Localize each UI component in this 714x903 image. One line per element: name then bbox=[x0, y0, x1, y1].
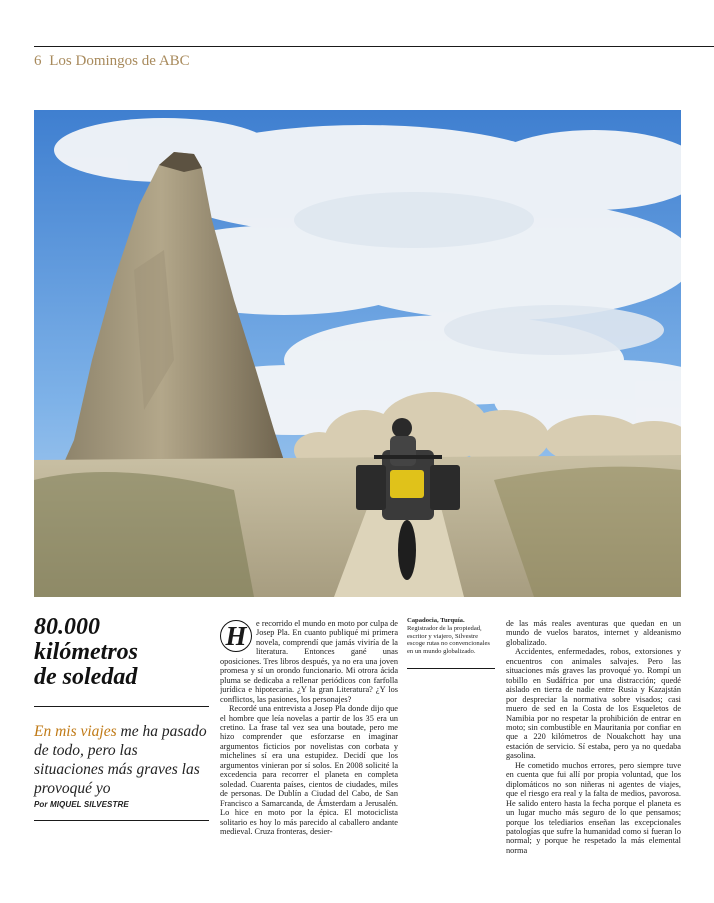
caption-text: Registrador de la propiedad, escritor y viajero, Silvestre escoge rutas no convencionales en un mundo globalizado. bbox=[407, 624, 490, 656]
caption-title: Capadocia, Turquía. bbox=[407, 617, 465, 624]
headline-rule bbox=[34, 706, 209, 707]
byline-rule bbox=[34, 820, 209, 821]
headline-line-1: 80.000 bbox=[34, 614, 100, 640]
byline: Por MIQUEL SILVESTRE bbox=[34, 800, 129, 809]
caption-rule bbox=[407, 668, 495, 669]
dropcap: H bbox=[220, 620, 252, 652]
page-folio bbox=[34, 53, 190, 70]
standfirst bbox=[34, 722, 209, 798]
paragraph: Recordé una entrevista a Josep Pla donde dijo que el hombre que leía novelas a partir de los 35 era un cretino. La frase tal vez sea una boutade, pero me hizo comprender que esforzarse en imaginar argumentos ficticios por novelistas con corbata y michelines sí era una estupidez. Decidí que los argumentos vinieran por sí solos. En 2008 solicité la excedencia para recorrer el planeta en completa soledad. Cuarenta países, cientos de ciudades, miles de personas. De Dublín a Ciudad del Cabo, de San Francisco a Samarcanda, de Ámsterdam a Jerusalén. Lo hice en moto por la épica. El motociclista solitario es hoy lo más parecido al caballero andante medieval. Cruza fronteras, desier- bbox=[220, 704, 398, 836]
standfirst-text: me ha pasado de todo, pero las situaciones más graves las provoqué yo bbox=[34, 723, 207, 797]
paragraph: de las más reales aventuras que quedan en un mundo de vuelos baratos, internet y aldeanismo globalizado. bbox=[506, 619, 681, 647]
header-rule bbox=[34, 46, 714, 47]
photo-caption bbox=[407, 617, 495, 656]
article-column-3 bbox=[506, 619, 681, 903]
paragraph-text: e recorrido el mundo en moto por culpa de Josep Pla. En cuanto publiqué mi primera novela, comprendí que jamás viviría de la literatura. Entonces gané unas oposiciones. Tres libros después, ya no era una joven promesa y sí un orondo funcionario. Mi otrora ácida pluma se dedicaba a rellenar periódicos con farfolla jurídica e hipotecaria. ¿Y la gran Literatura? ¿Y los conflictos, las pasiones, los personajes? bbox=[220, 619, 398, 704]
paragraph: He cometido muchos errores, pero siempre tuve en cuenta que fui allí por propia voluntad, que los diplomáticos no son niñeras ni agentes de viajes, que el riesgo era real y la falta de medios, pavorosa. He salido entero hasta la fecha porque el planeta es un lugar mucho más seguro de lo que pensamos; porque los telediarios enseñan las excepcionales patologías que sufre la humanidad como si fueran lo normal; y porque he respetado la más elemental norma bbox=[506, 760, 681, 855]
paragraph bbox=[220, 619, 398, 704]
page-number: 6 bbox=[34, 53, 42, 69]
paragraph: Accidentes, enfermedades, robos, extorsiones y encuentros con animales salvajes. Pero las situaciones más graves las provoqué yo. Rompí un tobillo en Sudáfrica por una distracción; quedé aislado en tierra de nadie entre Rusia y Kazajstán por despreciar la normativa sobre visados; casi muero de sed en la Costa de los Esqueletos de Namibia por no respetar la prohibición de entrar en moto; sin combustible en Mauritania por confiar en que a 220 kilómetros de Nouakchott hay una estación de servicio. Sí estaba, pero ya no quedaba gasolina. bbox=[506, 647, 681, 761]
headline-line-3: de soledad bbox=[34, 664, 138, 690]
motorcycle-rider-photo bbox=[34, 110, 681, 597]
article-column-1 bbox=[220, 619, 398, 903]
headline-line-2: kilómetros bbox=[34, 639, 139, 665]
article-headline bbox=[34, 615, 209, 690]
lead-photo bbox=[34, 110, 681, 597]
standfirst-kicker: En mis viajes bbox=[34, 723, 117, 740]
section-name: Los Domingos de ABC bbox=[49, 53, 190, 69]
